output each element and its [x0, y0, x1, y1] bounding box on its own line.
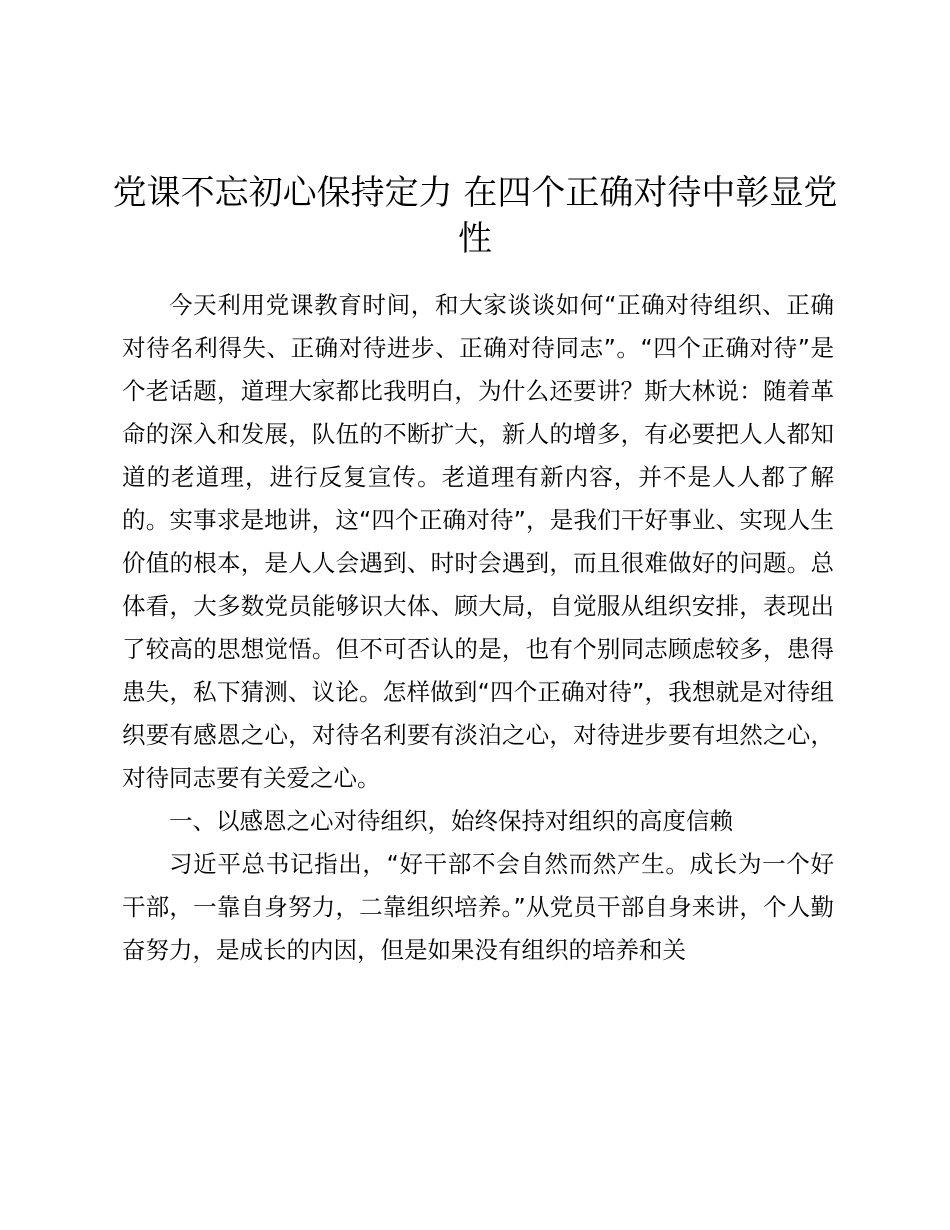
- section-heading-1: 一、以感恩之心对待组织，始终保持对组织的高度信赖: [169, 807, 733, 835]
- paragraph-intro: 今天利用党课教育时间，和大家谈谈如何“正确对待组织、正确对待名利得失、正确对待进步、正确对待同志”。“四个正确对待”是个老话题，道理大家都比我明白，为什么还要讲？斯大林说：随着革命的深入和发展，队伍的不断扩大，新人的增多，有必要把人人都知道的老道理，进行反复宣传。老道理有新内容，并不是人人都了解的。实事求是地讲，这“四个正确对待”，是我们干好事业、实现人生价值的根本，是人人会遇到、时时会遇到，而且很难做好的问题。总体看，大多数党员能够识大体、顾大局，自觉服从组织安排，表现出了较高的思想觉悟。但不可否认的是，也有个别同志顾虑较多，患得患失，私下猜测、议论。怎样做到“四个正确对待”，我想就是对待组织要有感恩之心，对待名利要有淡泊之心，对待进步要有坦然之心，对待同志要有关爱之心。: [122, 291, 834, 792]
- document-title: 党课不忘初心保持定力 在四个正确对待中彰显党性: [112, 173, 838, 259]
- document-body: [122, 284, 834, 972]
- paragraph-section-1: 习近平总书记指出，“好干部不会自然而然产生。成长为一个好干部，一靠自身努力，二靠组织培养。”从党员干部自身来讲，个人勤奋努力，是成长的内因，但是如果没有组织的培养和关: [122, 850, 834, 964]
